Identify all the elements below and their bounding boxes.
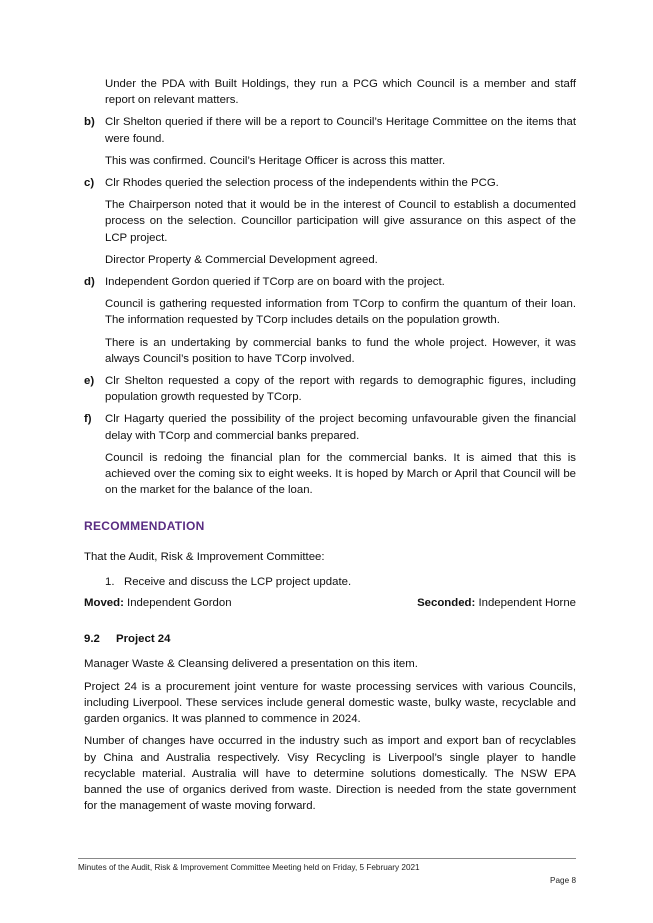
moved-value: Independent Gordon xyxy=(123,597,232,610)
recommendation-intro: That the Audit, Risk & Improvement Committee: xyxy=(84,550,325,563)
moved-seconded-row xyxy=(84,595,576,611)
item-label: d) xyxy=(84,276,95,289)
seconded-value: Independent Horne xyxy=(475,597,576,610)
item-label: f) xyxy=(84,413,92,426)
list-item-e xyxy=(84,373,576,405)
section-paragraph: Manager Waste & Cleansing delivered a presentation on this item. xyxy=(84,658,418,671)
seconded xyxy=(417,595,576,611)
footer-text: Minutes of the Audit, Risk & Improvement Committee Meeting held on Friday, 5 February 2021 xyxy=(78,863,420,872)
item-label: c) xyxy=(84,177,95,190)
item-d-follow-1: Council is gathering requested information from TCorp to confirm the quantum of their loan. The information requested by TCorp includes details on the population growth. xyxy=(105,298,576,327)
section-number: 9.2 xyxy=(84,633,100,646)
list-item-d xyxy=(84,274,576,290)
item-label: b) xyxy=(84,116,95,129)
item-c-follow-1: The Chairperson noted that it would be in the interest of Council to establish a documented process on the selection. Councillor participation will give assurance on this aspect of the LCP project. xyxy=(105,199,576,244)
item-text: Independent Gordon queried if TCorp are on board with the project. xyxy=(105,276,445,289)
list-item-f xyxy=(84,411,576,443)
item-f-follow-1: Council is redoing the financial plan for the commercial banks. It is aimed that this is achieved over the coming six to eight weeks. It is hoped by March or April that Council will be on the market for the balance of the loan. xyxy=(105,451,576,497)
list-item-c xyxy=(84,175,576,191)
section-heading xyxy=(84,631,576,647)
page-footer xyxy=(78,858,576,885)
item-label: e) xyxy=(84,375,95,388)
item-text: Clr Shelton queried if there will be a report to Council’s Heritage Committee on the items that were found. xyxy=(105,116,576,145)
item-text: Clr Hagarty queried the possibility of the project becoming unfavourable given the financial delay with TCorp and commercial banks prepared. xyxy=(105,413,576,442)
item-c-follow-2: Director Property & Commercial Development agreed. xyxy=(105,253,378,266)
section-title: Project 24 xyxy=(116,633,171,646)
section-paragraph: Project 24 is a procurement joint venture for waste processing services with various Councils, including Liverpool. These services include general domestic waste, bulky waste, recyclable and garden organics. It was planned to commence in 2024. xyxy=(84,680,576,726)
moved-label: Moved: xyxy=(84,597,124,610)
list-number: 1. xyxy=(105,575,115,588)
seconded-label: Seconded: xyxy=(417,597,476,610)
item-text: Clr Shelton requested a copy of the report with regards to demographic figures, including population growth requested by TCorp. xyxy=(105,375,576,404)
item-d-follow-2: There is an undertaking by commercial banks to fund the whole project. However, it was always Council’s position to have TCorp involved. xyxy=(105,336,576,365)
section-paragraph: Number of changes have occurred in the industry such as import and export ban of recyclables by China and Australia respectively. Visy Recycling is Liverpool’s single player to handle recyclable material. Australia will have to determine solutions domestically. The NSW EPA banned the use of organics derived from waste. Direction is needed from the state government for the management of waste moving forward. xyxy=(84,735,576,813)
list-item-b xyxy=(84,114,576,146)
document-body xyxy=(84,76,576,820)
item-text: Clr Rhodes queried the selection process of the independents within the PCG. xyxy=(105,177,499,190)
item-b-follow-1: This was confirmed. Council’s Heritage Officer is across this matter. xyxy=(105,154,446,167)
intro-paragraph: Under the PDA with Built Holdings, they run a PCG which Council is a member and staff report on relevant matters. xyxy=(105,78,576,107)
recommendation-heading: RECOMMENDATION xyxy=(84,519,205,534)
list-text: Receive and discuss the LCP project update. xyxy=(124,575,352,588)
recommendation-list-item xyxy=(105,574,576,590)
moved xyxy=(84,595,232,611)
page-number: Page 8 xyxy=(550,876,576,885)
